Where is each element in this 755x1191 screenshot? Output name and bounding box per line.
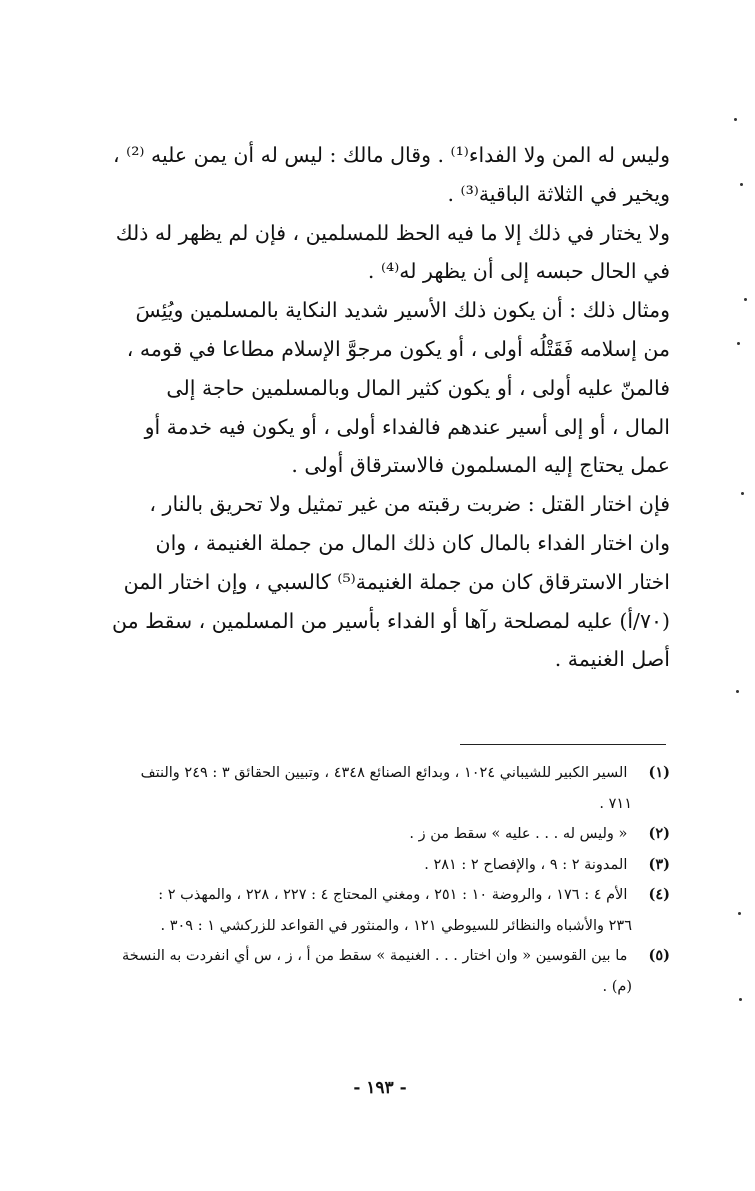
body-line: من إسلامه فَقَتْلُه أولى ، أو يكون مرجوَّ الإسلام مطاعا في قومه ، <box>126 336 670 361</box>
scan-speck <box>741 492 744 495</box>
footnote-text: ٧١١ . <box>599 795 632 812</box>
body-line: أصل الغنيمة . <box>554 647 670 672</box>
body-line: وان اختار الفداء بالمال كان ذلك المال من جملة الغنيمة ، وان <box>155 530 670 555</box>
footnote-4-continued <box>100 911 670 942</box>
page-number: - ١٩٣ - <box>353 1078 407 1098</box>
body-line: وليس له المن ولا الفداء⁽¹⁾ . وقال مالك : ليس له أن يمن عليه ⁽²⁾ ، <box>113 143 670 167</box>
body-line: فإن اختار القتل : ضربت رقبته من غير تمثيل ولا تحريق بالنار ، <box>149 492 670 517</box>
footnotes <box>100 758 670 1002</box>
footnote-5-continued <box>100 972 670 1003</box>
body-line: المال ، أو إلى أسير عندهم فالفداء أولى ، أو يكون فيه خدمة أو <box>144 414 670 439</box>
body-line: ويخير في الثلاثة الباقية⁽³⁾ . <box>447 181 670 206</box>
footnote-2 <box>100 819 670 850</box>
footnote-1 <box>100 758 670 789</box>
footnote-4 <box>100 880 670 911</box>
footnote-text: المدونة ٢ : ٩ ، والإفصاح ٢ : ٢٨١ . <box>424 856 628 873</box>
footnote-3 <box>100 850 670 881</box>
footnote-number: (٣) <box>648 855 670 873</box>
footnote-text: ٢٣٦ والأشباه والنظائر للسيوطي ١٢١ ، والمنثور في القواعد للزركشي ١ : ٣٠٩ . <box>160 917 632 934</box>
body-line: (٧٠/أ) عليه لمصلحة رآها أو الفداء بأسير من المسلمين ، سقط من <box>112 608 670 633</box>
footnote-number: (١) <box>648 764 670 781</box>
footnote-5 <box>100 941 670 972</box>
scan-speck <box>736 690 739 693</box>
scan-speck <box>738 912 741 915</box>
footnote-text: السير الكبير للشيباني ١٠٢٤ ، وبدائع الصنائع ٤٣٤٨ ، وتبيين الحقائق ٣ : ٢٤٩ والنتف <box>140 765 628 781</box>
footnote-text: « وليس له . . . عليه » سقط من ز . <box>409 826 628 842</box>
body-text <box>95 136 670 679</box>
scan-speck <box>744 298 747 301</box>
footnote-text: (م) . <box>602 978 632 995</box>
footnote-1-continued <box>100 789 670 820</box>
footnote-text: ما بين القوسين « وان اختار . . . الغنيمة » سقط من أ ، ز ، س أي انفردت به النسخة <box>122 948 628 964</box>
body-line: في الحال حبسه إلى أن يظهر له⁽⁴⁾ . <box>367 259 670 284</box>
footnote-number: (٤) <box>648 886 670 903</box>
scan-speck <box>740 183 743 186</box>
footnote-number: (٢) <box>648 825 670 842</box>
body-line: ولا يختار في ذلك إلا ما فيه الحظ للمسلمين ، فإن لم يظهر له ذلك <box>115 220 670 245</box>
scan-speck <box>737 342 740 345</box>
body-line: ومثال ذلك : أن يكون ذلك الأسير شديد النكاية بالمسلمين ويُئِسَ <box>135 298 670 323</box>
body-line: اختار الاسترقاق كان من جملة الغنيمة⁽⁵⁾ كالسبي ، وإن اختار المن <box>123 569 670 594</box>
footnote-separator <box>460 744 666 745</box>
footnote-number: (٥) <box>648 947 670 964</box>
body-line: عمل يحتاج إليه المسلمون فالاسترقاق أولى . <box>291 453 670 478</box>
scan-speck <box>734 118 737 121</box>
footnote-text: الأم ٤ : ١٧٦ ، والروضة ١٠ : ٢٥١ ، ومغني المحتاج ٤ : ٢٢٧ ، ٢٢٨ ، والمهذب ٢ : <box>158 887 628 903</box>
scan-speck <box>739 998 742 1001</box>
body-line: فالمنّ عليه أولى ، أو يكون كثير المال وبالمسلمين حاجة إلى <box>166 375 670 400</box>
